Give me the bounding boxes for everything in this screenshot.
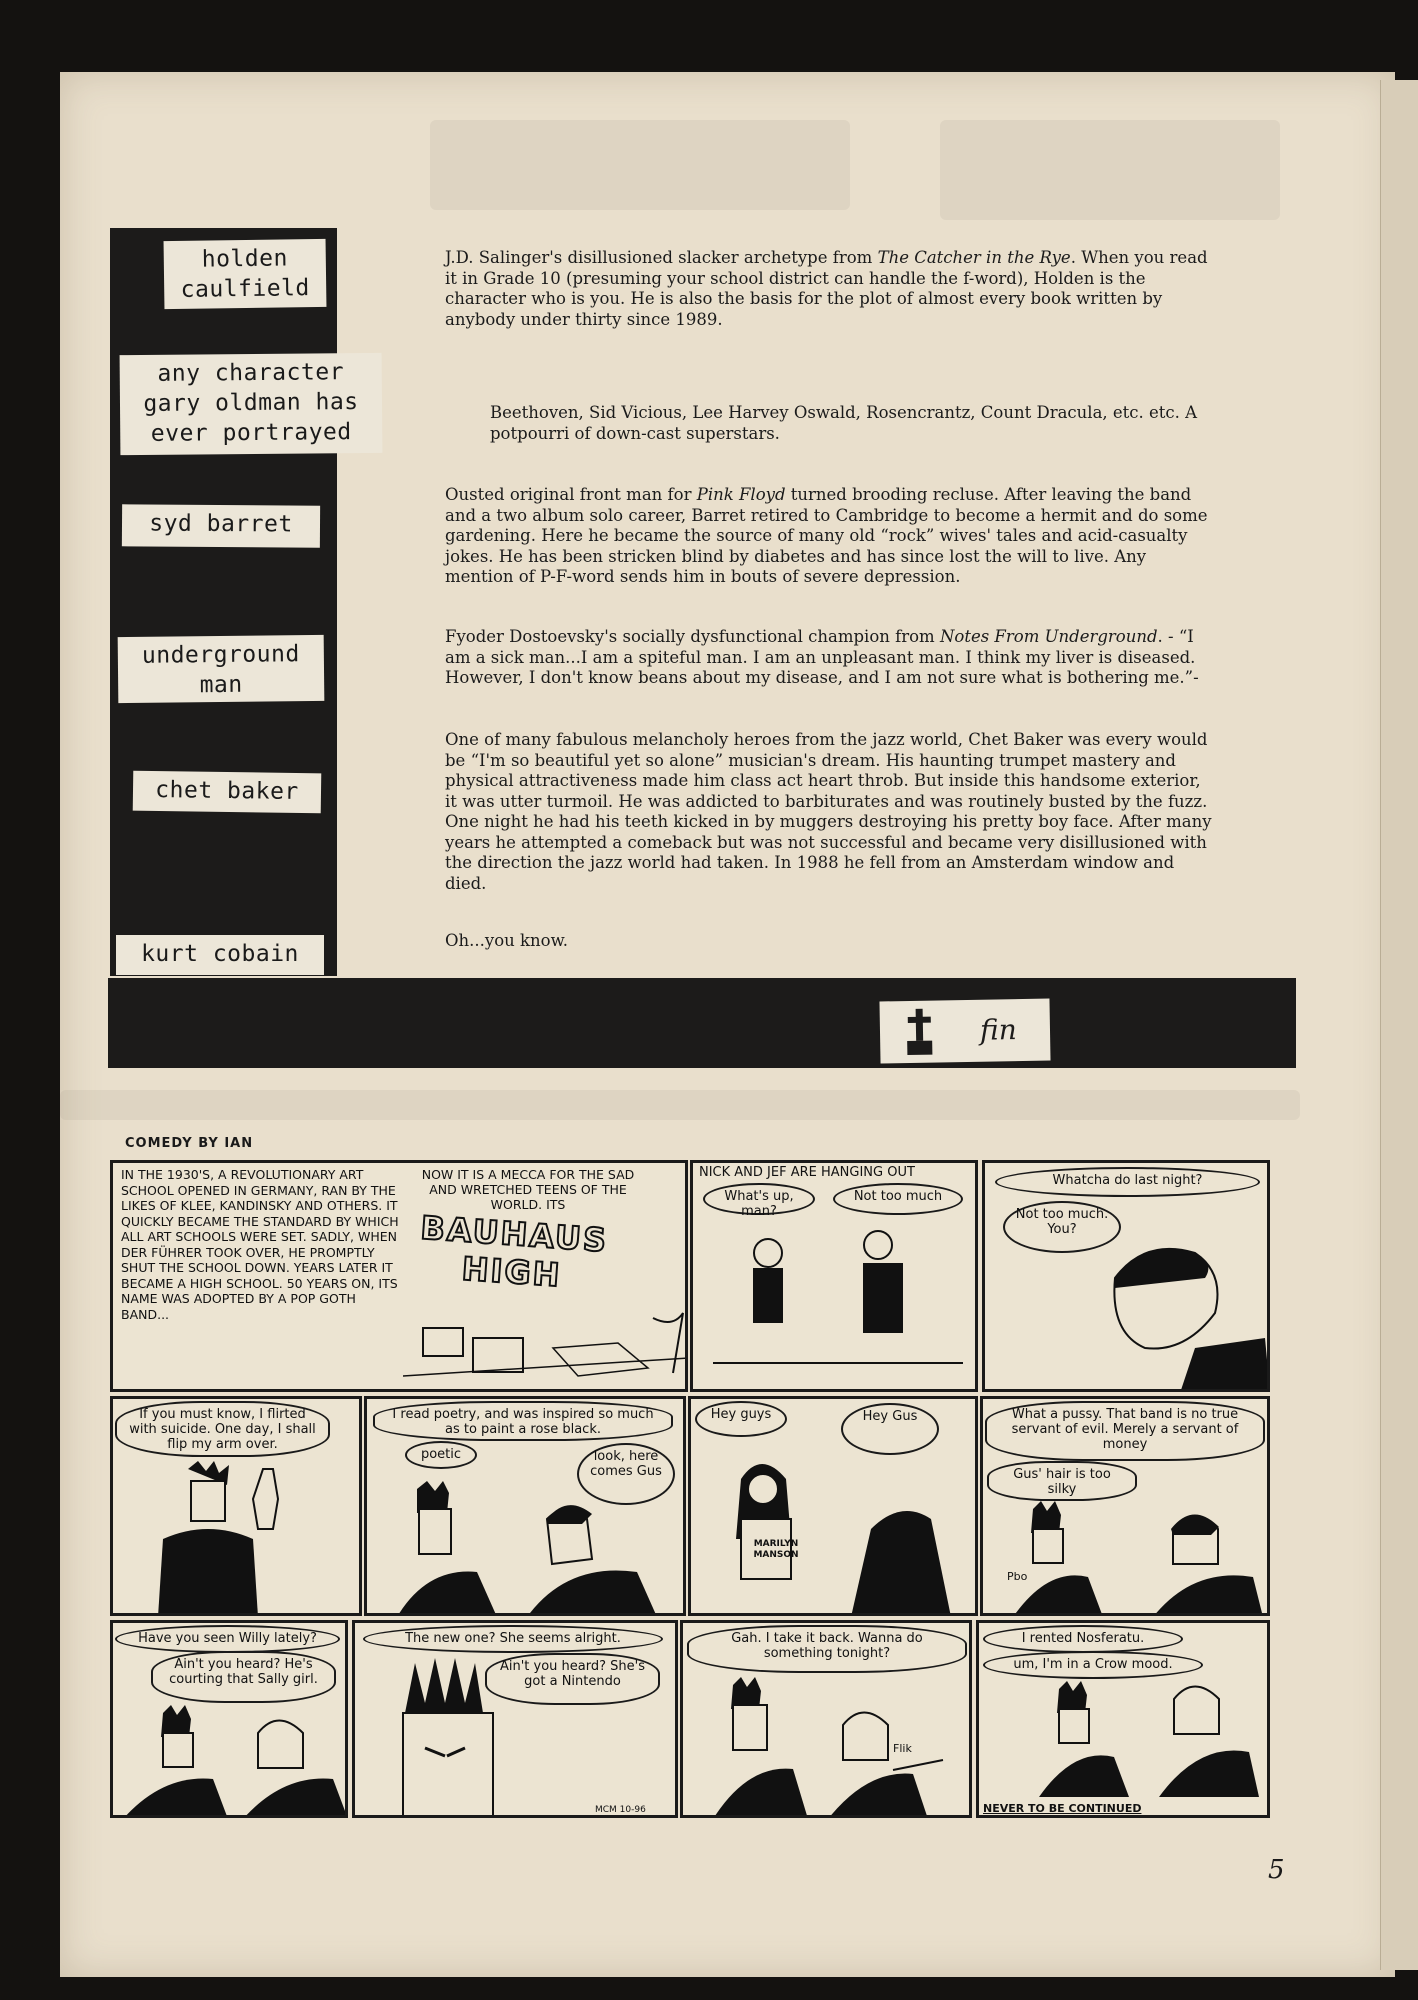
- bottom-black-band: [108, 978, 1296, 1068]
- entry-holden-caulfield: [445, 248, 1215, 340]
- comic-panel-2: [690, 1160, 978, 1392]
- fin-text: fin: [979, 1013, 1017, 1047]
- gus-arriving-drawing: [721, 1449, 976, 1616]
- entry-kurt-cobain: [445, 931, 1215, 962]
- band-name: Pink Floyd: [696, 485, 786, 504]
- page-number: 5: [1268, 1855, 1285, 1885]
- speech-bubble: look, here comes Gus: [577, 1443, 675, 1505]
- speech-bubble: Gus' hair is too silky: [987, 1461, 1137, 1501]
- comic-panel-5: [364, 1396, 686, 1616]
- speech-bubble: poetic: [405, 1441, 477, 1469]
- book-title: The Catcher in the Rye: [877, 248, 1071, 267]
- nick-and-jef-mocking-drawing: [1003, 1499, 1268, 1616]
- entry-text: Beethoven, Sid Vicious, Lee Harvey Oswald, Rosencrantz, Count Dracula, etc. etc. A potpourri of down-cast superstars.: [490, 403, 1198, 443]
- panel-caption: NICK AND JEF ARE HANGING OUT: [699, 1165, 915, 1180]
- grave-cross-icon: [916, 1009, 924, 1041]
- comic-panel-1: [110, 1160, 688, 1392]
- speech-bubble: What's up, man?: [703, 1183, 815, 1215]
- speech-bubble: Have you seen Willy lately?: [115, 1625, 340, 1653]
- entry-chet-baker: [445, 730, 1215, 904]
- speech-bubble: Not too much. You?: [1003, 1201, 1121, 1253]
- gus-face-drawing: [1075, 1218, 1270, 1392]
- sound-effect: Flik: [893, 1742, 912, 1755]
- speech-bubble: I rented Nosferatu.: [983, 1625, 1183, 1653]
- speech-bubble: Ain't you heard? He's courting that Sally girl.: [151, 1651, 336, 1703]
- nick-and-jef-smoking-drawing: [397, 1479, 682, 1616]
- t-shirt-text: MARILYN MANSON: [753, 1539, 799, 1560]
- label-underground-man: underground man: [118, 635, 325, 703]
- nick-closeup-drawing: [395, 1653, 535, 1818]
- nick-and-jef-final-drawing: [999, 1679, 1264, 1797]
- speech-bubble: Whatcha do last night?: [995, 1167, 1260, 1197]
- grave-mound-icon: [907, 1041, 932, 1055]
- page-edge: [1380, 80, 1418, 1970]
- sound-effect: Pbo: [1007, 1570, 1028, 1583]
- speech-bubble: I read poetry, and was inspired so much as to paint a rose black.: [373, 1401, 673, 1441]
- entry-text: Fyoder Dostoevsky's socially dysfunctional champion from: [445, 627, 940, 646]
- nick-and-jef-sitting-drawing: [713, 1223, 963, 1391]
- label-chet-baker: chet baker: [133, 771, 322, 814]
- entry-text: . - “I am a sick man...I am a spiteful man. I am an unpleasant man. I think my liver is diseased. However, I don't know beans about my disease, and I am not sure what is bothering me.”-: [445, 627, 1199, 687]
- never-to-be-continued: NEVER TO BE CONTINUED: [983, 1802, 1142, 1815]
- nick-and-jef-flick-drawing: [703, 1675, 968, 1818]
- show-through: [940, 120, 1280, 220]
- grave-cross-icon-bar: [908, 1017, 931, 1023]
- comic-panel-7: [980, 1396, 1270, 1616]
- book-title: Notes From Underground: [939, 627, 1158, 646]
- label-holden-caulfield: holden caulfield: [164, 239, 327, 309]
- speech-bubble: What a pussy. That band is no true servant of evil. Merely a servant of money: [985, 1401, 1265, 1461]
- entry-text: J.D. Salinger's disillusioned slacker archetype from: [445, 248, 878, 267]
- comic-credit: COMEDY BY IAN: [125, 1136, 254, 1151]
- speech-bubble: Ain't you heard? She's got a Nintendo: [485, 1653, 660, 1705]
- entry-text: . When you read it in Grade 10 (presuming your school district can handle the f-word), Holden is the character who is you. He is also the basis for the plot of almost every book written by anybody under thirty since 1989.: [445, 248, 1208, 329]
- comic-strip: [110, 1160, 1270, 1820]
- comic-panel-9: [352, 1620, 678, 1818]
- speech-bubble: Gah. I take it back. Wanna do something tonight?: [687, 1625, 967, 1673]
- comic-panel-6: [688, 1396, 978, 1616]
- artist-signature: MCM 10-96: [595, 1805, 646, 1815]
- show-through: [60, 1090, 1300, 1120]
- bauhaus-high-title: BAUHAUS HIGH: [419, 1208, 610, 1295]
- label-column: [110, 228, 337, 976]
- entry-underground-man: [445, 627, 1215, 699]
- speech-bubble: The new one? She seems alright.: [363, 1625, 663, 1653]
- speech-bubble: Hey guys: [695, 1401, 787, 1437]
- speech-bubble: Not too much: [833, 1183, 963, 1215]
- comic-panel-4: [110, 1396, 362, 1616]
- comic-panel-3: [982, 1160, 1270, 1392]
- entry-syd-barret: [445, 485, 1215, 598]
- entry-text: Oh...you know.: [445, 931, 568, 950]
- speech-bubble: Hey Gus: [841, 1403, 939, 1455]
- label-kurt-cobain: kurt cobain: [116, 935, 324, 975]
- show-through: [430, 120, 850, 210]
- school-building-drawing: [403, 1298, 688, 1392]
- entry-gary-oldman: [490, 403, 1230, 454]
- entry-text: turned brooding recluse. After leaving the band and a two album solo career, Barret retired to Cambridge to become a hermit and do some gardening. Here he became the source of many old “rock” wives' tales and acid-casualty jokes. He has been stricken blind by diabetes and has since lost the will to live. Any mention of P-F-word sends him in bouts of severe depression.: [445, 485, 1208, 586]
- nick-raising-arm-drawing: [133, 1459, 358, 1616]
- panel-caption: IN THE 1930'S, A REVOLUTIONARY ART SCHOOL OPENED IN GERMANY, RAN BY THE LIKES OF KLEE, KANDINSKY AND OTHERS. IT QUICKLY BECAME THE STANDARD BY WHICH ALL ART SCHOOLS WERE SET. SADLY, WHEN DER FÜHRER TOOK OVER, HE PROMPTLY SHUT THE SCHOOL DOWN. YEARS LATER IT BECAME A HIGH SCHOOL. 50 YEARS ON, ITS NAME WAS ADOPTED BY A POP GOTH BAND...: [121, 1167, 399, 1322]
- label-syd-barret: syd barret: [122, 504, 320, 547]
- entry-text: Ousted original front man for: [445, 485, 697, 504]
- comic-panel-11: [976, 1620, 1270, 1818]
- label-gary-oldman-characters: any character gary oldman has ever portrayed: [120, 353, 383, 455]
- nick-and-jef-gossip-drawing: [123, 1703, 348, 1818]
- comic-panel-8: [110, 1620, 348, 1818]
- entry-text: One of many fabulous melancholy heroes from the jazz world, Chet Baker was every would be “I'm so beautiful yet so alone” musician's dream. His haunting trumpet mastery and physical attractiveness made him class act heart throb. But inside this handsome exterior, it was utter turmoil. He was addicted to barbiturates and was routinely busted by the fuzz. One night he had his teeth kicked in by muggers destroying his pretty boy face. After many years he attempted a comeback but was not successful and became very disillusioned with the direction the jazz world had taken. In 1988 he fell from an Amsterdam window and died.: [445, 730, 1212, 893]
- speech-bubble: um, I'm in a Crow mood.: [983, 1651, 1203, 1679]
- speech-bubble: If you must know, I flirted with suicide. One day, I shall flip my arm over.: [115, 1401, 330, 1457]
- comic-panel-10: [680, 1620, 972, 1818]
- panel-caption: NOW IT IS A MECCA FOR THE SAD AND WRETCHED TEENS OF THE WORLD. ITS: [421, 1167, 635, 1212]
- fin-box: [879, 999, 1050, 1064]
